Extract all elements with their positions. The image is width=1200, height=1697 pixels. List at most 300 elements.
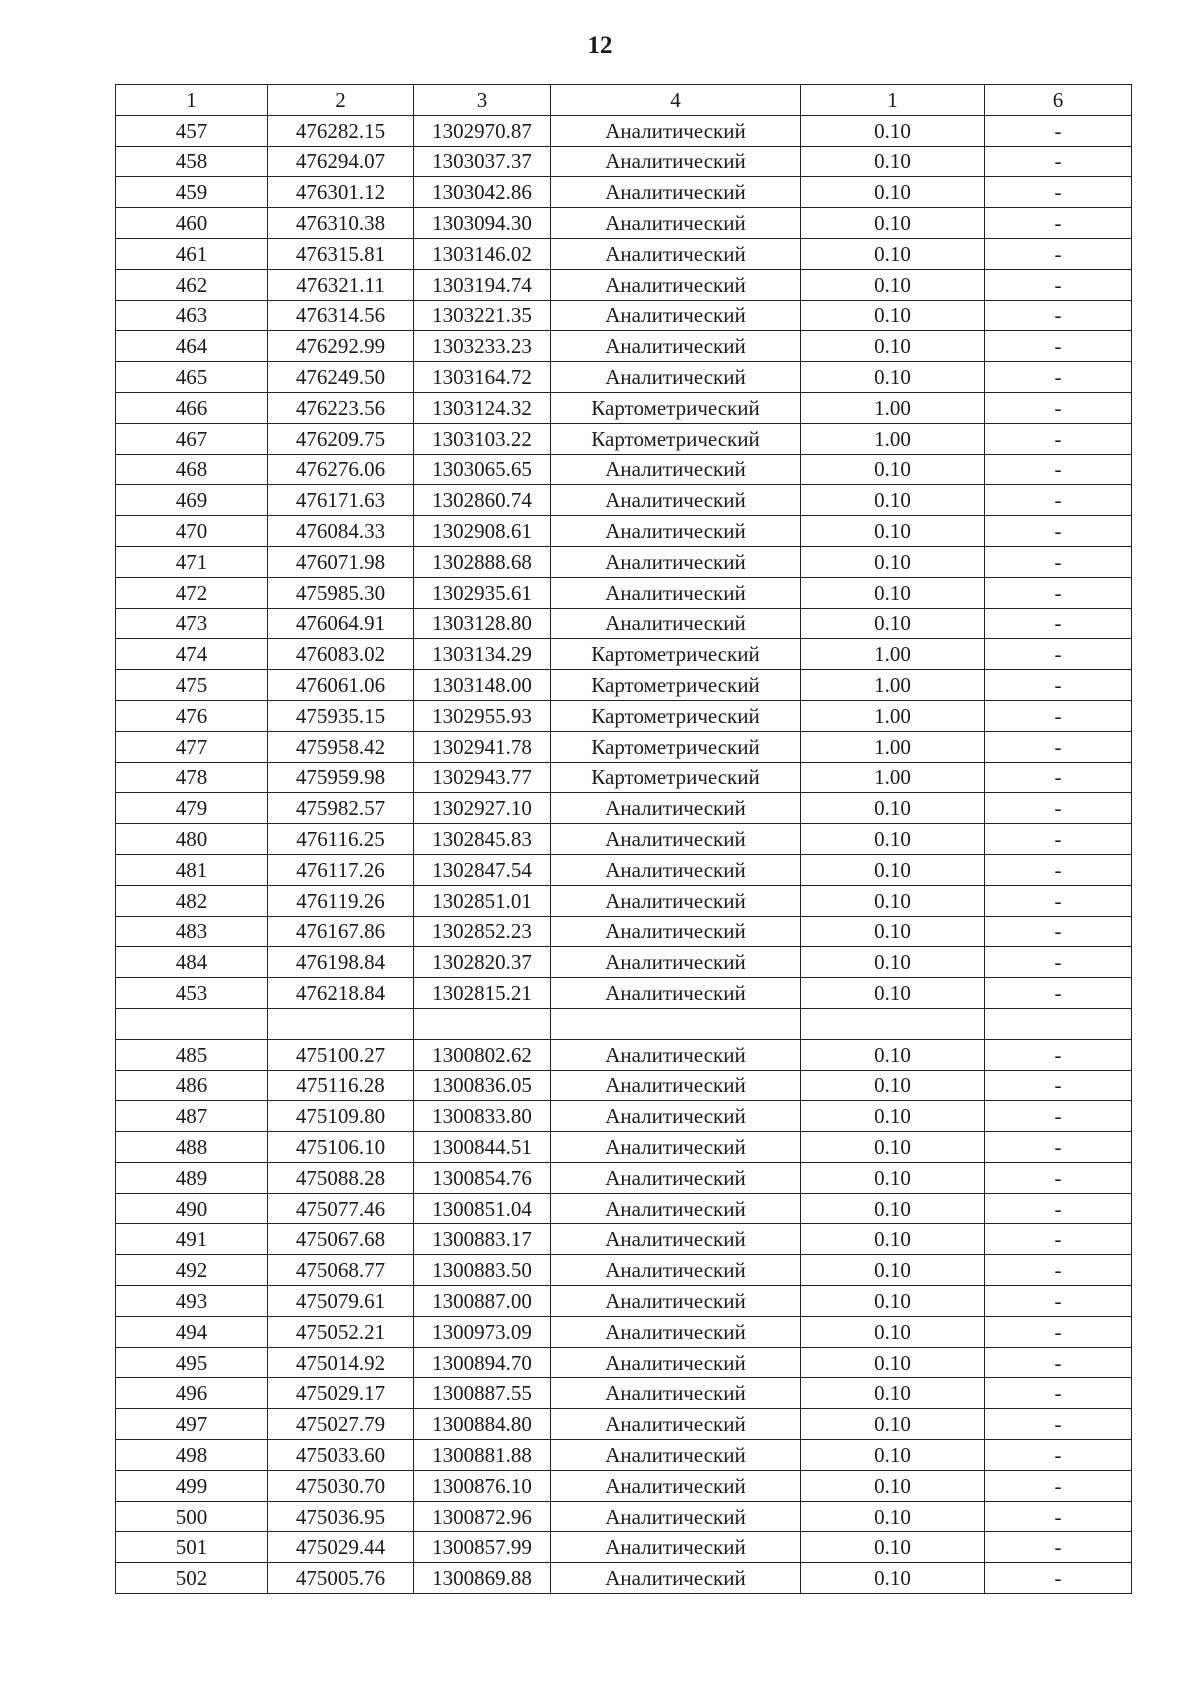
table-row	[116, 1286, 1132, 1317]
table-row	[116, 546, 1132, 577]
method-cell: Аналитический	[551, 1101, 801, 1132]
point-number-cell: 475	[116, 670, 268, 701]
x-coordinate-cell: 475079.61	[268, 1286, 414, 1317]
accuracy-cell: 0.10	[801, 1563, 985, 1594]
point-number-cell: 502	[116, 1563, 268, 1594]
x-coordinate-cell: 476084.33	[268, 516, 414, 547]
y-coordinate-cell: 1300883.17	[414, 1224, 551, 1255]
y-coordinate-cell: 1300894.70	[414, 1347, 551, 1378]
method-cell: Картометрический	[551, 639, 801, 670]
note-cell: -	[985, 885, 1132, 916]
point-number-cell: 473	[116, 608, 268, 639]
y-coordinate-cell	[414, 1008, 551, 1039]
accuracy-cell: 0.10	[801, 1316, 985, 1347]
y-coordinate-cell: 1300881.88	[414, 1440, 551, 1471]
note-cell: -	[985, 1101, 1132, 1132]
accuracy-cell: 0.10	[801, 1039, 985, 1070]
y-coordinate-cell: 1300869.88	[414, 1563, 551, 1594]
point-number-cell: 501	[116, 1532, 268, 1563]
accuracy-cell: 0.10	[801, 1440, 985, 1471]
x-coordinate-cell: 475959.98	[268, 762, 414, 793]
y-coordinate-cell: 1303164.72	[414, 362, 551, 393]
accuracy-cell: 0.10	[801, 608, 985, 639]
x-coordinate-cell: 475068.77	[268, 1255, 414, 1286]
y-coordinate-cell: 1300884.80	[414, 1409, 551, 1440]
y-coordinate-cell: 1303233.23	[414, 331, 551, 362]
note-cell: -	[985, 1440, 1132, 1471]
accuracy-cell: 0.10	[801, 485, 985, 516]
accuracy-cell: 1.00	[801, 670, 985, 701]
point-number-cell: 468	[116, 454, 268, 485]
note-cell: -	[985, 1563, 1132, 1594]
method-cell: Аналитический	[551, 238, 801, 269]
table-row	[116, 177, 1132, 208]
x-coordinate-cell: 476119.26	[268, 885, 414, 916]
point-number-cell: 463	[116, 300, 268, 331]
x-coordinate-cell: 475077.46	[268, 1193, 414, 1224]
note-cell: -	[985, 1193, 1132, 1224]
point-number-cell: 485	[116, 1039, 268, 1070]
point-number-cell: 478	[116, 762, 268, 793]
point-number-cell: 458	[116, 146, 268, 177]
y-coordinate-cell: 1300876.10	[414, 1470, 551, 1501]
point-number-cell: 484	[116, 947, 268, 978]
table-row	[116, 854, 1132, 885]
method-cell: Картометрический	[551, 670, 801, 701]
accuracy-cell: 0.10	[801, 1132, 985, 1163]
method-cell: Аналитический	[551, 824, 801, 855]
table-row	[116, 1255, 1132, 1286]
point-number-cell: 472	[116, 577, 268, 608]
y-coordinate-cell: 1303094.30	[414, 208, 551, 239]
table-row	[116, 1532, 1132, 1563]
method-cell: Аналитический	[551, 146, 801, 177]
method-cell: Аналитический	[551, 854, 801, 885]
table-row	[116, 762, 1132, 793]
x-coordinate-cell: 476116.25	[268, 824, 414, 855]
y-coordinate-cell: 1300973.09	[414, 1316, 551, 1347]
method-cell: Аналитический	[551, 885, 801, 916]
accuracy-cell: 0.10	[801, 1193, 985, 1224]
y-coordinate-cell: 1300887.00	[414, 1286, 551, 1317]
x-coordinate-cell: 476198.84	[268, 947, 414, 978]
accuracy-cell: 0.10	[801, 1162, 985, 1193]
table-row	[116, 824, 1132, 855]
table-row	[116, 1440, 1132, 1471]
method-cell: Аналитический	[551, 485, 801, 516]
point-number-cell: 486	[116, 1070, 268, 1101]
accuracy-cell: 0.10	[801, 1501, 985, 1532]
table-row	[116, 516, 1132, 547]
accuracy-cell: 0.10	[801, 885, 985, 916]
table-row	[116, 1008, 1132, 1039]
y-coordinate-cell: 1302815.21	[414, 978, 551, 1009]
point-number-cell: 491	[116, 1224, 268, 1255]
y-coordinate-cell: 1302888.68	[414, 546, 551, 577]
note-cell: -	[985, 762, 1132, 793]
note-cell: -	[985, 1162, 1132, 1193]
note-cell: -	[985, 454, 1132, 485]
accuracy-cell: 0.10	[801, 1470, 985, 1501]
table-row	[116, 916, 1132, 947]
x-coordinate-cell: 475014.92	[268, 1347, 414, 1378]
y-coordinate-cell: 1303134.29	[414, 639, 551, 670]
note-cell: -	[985, 1039, 1132, 1070]
method-cell: Аналитический	[551, 1501, 801, 1532]
y-coordinate-cell: 1302935.61	[414, 577, 551, 608]
y-coordinate-cell: 1300833.80	[414, 1101, 551, 1132]
table-row	[116, 1193, 1132, 1224]
accuracy-cell: 1.00	[801, 423, 985, 454]
y-coordinate-cell: 1302851.01	[414, 885, 551, 916]
point-number-cell: 487	[116, 1101, 268, 1132]
accuracy-cell: 0.10	[801, 1070, 985, 1101]
method-cell: Аналитический	[551, 978, 801, 1009]
point-number-cell: 500	[116, 1501, 268, 1532]
x-coordinate-cell: 476064.91	[268, 608, 414, 639]
table-row	[116, 1070, 1132, 1101]
x-coordinate-cell: 476315.81	[268, 238, 414, 269]
table-row	[116, 700, 1132, 731]
point-number-cell: 464	[116, 331, 268, 362]
note-cell: -	[985, 916, 1132, 947]
table-row	[116, 1347, 1132, 1378]
method-cell: Картометрический	[551, 423, 801, 454]
accuracy-cell: 0.10	[801, 331, 985, 362]
table-row	[116, 362, 1132, 393]
note-cell: -	[985, 238, 1132, 269]
x-coordinate-cell: 475982.57	[268, 793, 414, 824]
accuracy-cell: 0.10	[801, 177, 985, 208]
x-coordinate-cell: 475029.44	[268, 1532, 414, 1563]
x-coordinate-cell: 476294.07	[268, 146, 414, 177]
method-cell: Аналитический	[551, 1470, 801, 1501]
coordinates-table	[115, 84, 1132, 1594]
table-row	[116, 1378, 1132, 1409]
point-number-cell: 469	[116, 485, 268, 516]
table-row	[116, 670, 1132, 701]
y-coordinate-cell: 1302941.78	[414, 731, 551, 762]
point-number-cell: 496	[116, 1378, 268, 1409]
point-number-cell: 457	[116, 115, 268, 146]
point-number-cell: 476	[116, 700, 268, 731]
x-coordinate-cell: 475067.68	[268, 1224, 414, 1255]
method-cell: Аналитический	[551, 1193, 801, 1224]
x-coordinate-cell: 476171.63	[268, 485, 414, 516]
note-cell: -	[985, 1501, 1132, 1532]
table-row	[116, 885, 1132, 916]
x-coordinate-cell: 476292.99	[268, 331, 414, 362]
table-header-row	[116, 85, 1132, 116]
note-cell: -	[985, 731, 1132, 762]
note-cell: -	[985, 146, 1132, 177]
note-cell: -	[985, 423, 1132, 454]
point-number-cell: 465	[116, 362, 268, 393]
point-number-cell: 453	[116, 978, 268, 1009]
method-cell: Аналитический	[551, 516, 801, 547]
accuracy-cell: 0.10	[801, 824, 985, 855]
accuracy-cell: 0.10	[801, 577, 985, 608]
x-coordinate-cell: 476083.02	[268, 639, 414, 670]
table-row	[116, 1039, 1132, 1070]
note-cell: -	[985, 1132, 1132, 1163]
x-coordinate-cell: 476314.56	[268, 300, 414, 331]
y-coordinate-cell: 1300844.51	[414, 1132, 551, 1163]
table-row	[116, 1224, 1132, 1255]
x-coordinate-cell: 475030.70	[268, 1470, 414, 1501]
note-cell: -	[985, 1409, 1132, 1440]
point-number-cell: 459	[116, 177, 268, 208]
y-coordinate-cell: 1302970.87	[414, 115, 551, 146]
table-row	[116, 392, 1132, 423]
x-coordinate-cell: 476117.26	[268, 854, 414, 885]
note-cell: -	[985, 1316, 1132, 1347]
x-coordinate-cell: 475100.27	[268, 1039, 414, 1070]
table-row	[116, 146, 1132, 177]
method-cell: Аналитический	[551, 546, 801, 577]
method-cell: Аналитический	[551, 1532, 801, 1563]
y-coordinate-cell: 1300802.62	[414, 1039, 551, 1070]
y-coordinate-cell: 1302820.37	[414, 947, 551, 978]
note-cell: -	[985, 115, 1132, 146]
y-coordinate-cell: 1300872.96	[414, 1501, 551, 1532]
point-number-cell: 467	[116, 423, 268, 454]
y-coordinate-cell: 1303128.80	[414, 608, 551, 639]
note-cell: -	[985, 1286, 1132, 1317]
y-coordinate-cell: 1302908.61	[414, 516, 551, 547]
accuracy-cell: 0.10	[801, 516, 985, 547]
table-row	[116, 269, 1132, 300]
table-row	[116, 608, 1132, 639]
accuracy-cell: 1.00	[801, 731, 985, 762]
table-row	[116, 423, 1132, 454]
x-coordinate-cell: 476061.06	[268, 670, 414, 701]
accuracy-cell	[801, 1008, 985, 1039]
point-number-cell: 480	[116, 824, 268, 855]
note-cell: -	[985, 639, 1132, 670]
table-row	[116, 485, 1132, 516]
method-cell: Картометрический	[551, 392, 801, 423]
y-coordinate-cell: 1302943.77	[414, 762, 551, 793]
accuracy-cell: 0.10	[801, 1101, 985, 1132]
note-cell: -	[985, 362, 1132, 393]
x-coordinate-cell: 475036.95	[268, 1501, 414, 1532]
header-cell-col4: 4	[551, 85, 801, 116]
method-cell: Аналитический	[551, 1563, 801, 1594]
accuracy-cell: 0.10	[801, 362, 985, 393]
method-cell: Аналитический	[551, 1409, 801, 1440]
point-number-cell	[116, 1008, 268, 1039]
x-coordinate-cell: 475985.30	[268, 577, 414, 608]
note-cell: -	[985, 670, 1132, 701]
point-number-cell: 461	[116, 238, 268, 269]
header-cell-col5: 1	[801, 85, 985, 116]
method-cell: Аналитический	[551, 1162, 801, 1193]
method-cell: Аналитический	[551, 454, 801, 485]
note-cell: -	[985, 947, 1132, 978]
note-cell: -	[985, 854, 1132, 885]
method-cell: Аналитический	[551, 947, 801, 978]
table-row	[116, 331, 1132, 362]
point-number-cell: 489	[116, 1162, 268, 1193]
method-cell: Аналитический	[551, 300, 801, 331]
note-cell: -	[985, 1224, 1132, 1255]
note-cell: -	[985, 516, 1132, 547]
point-number-cell: 477	[116, 731, 268, 762]
note-cell: -	[985, 331, 1132, 362]
note-cell: -	[985, 546, 1132, 577]
note-cell: -	[985, 269, 1132, 300]
method-cell: Аналитический	[551, 269, 801, 300]
method-cell: Аналитический	[551, 331, 801, 362]
y-coordinate-cell: 1302860.74	[414, 485, 551, 516]
method-cell: Аналитический	[551, 115, 801, 146]
method-cell: Аналитический	[551, 1070, 801, 1101]
point-number-cell: 488	[116, 1132, 268, 1163]
x-coordinate-cell: 476249.50	[268, 362, 414, 393]
y-coordinate-cell: 1300851.04	[414, 1193, 551, 1224]
accuracy-cell: 0.10	[801, 854, 985, 885]
method-cell: Аналитический	[551, 1378, 801, 1409]
y-coordinate-cell: 1300836.05	[414, 1070, 551, 1101]
y-coordinate-cell: 1303221.35	[414, 300, 551, 331]
method-cell: Аналитический	[551, 577, 801, 608]
method-cell: Аналитический	[551, 916, 801, 947]
method-cell: Аналитический	[551, 1255, 801, 1286]
note-cell: -	[985, 608, 1132, 639]
y-coordinate-cell: 1303124.32	[414, 392, 551, 423]
method-cell: Аналитический	[551, 1440, 801, 1471]
accuracy-cell: 0.10	[801, 1409, 985, 1440]
y-coordinate-cell: 1300887.55	[414, 1378, 551, 1409]
method-cell: Аналитический	[551, 1316, 801, 1347]
y-coordinate-cell: 1302847.54	[414, 854, 551, 885]
y-coordinate-cell: 1303103.22	[414, 423, 551, 454]
method-cell: Аналитический	[551, 362, 801, 393]
header-cell-col1: 1	[116, 85, 268, 116]
header-cell-col6: 6	[985, 85, 1132, 116]
method-cell: Аналитический	[551, 1347, 801, 1378]
x-coordinate-cell: 475027.79	[268, 1409, 414, 1440]
note-cell: -	[985, 1070, 1132, 1101]
x-coordinate-cell: 476071.98	[268, 546, 414, 577]
y-coordinate-cell: 1302927.10	[414, 793, 551, 824]
note-cell: -	[985, 208, 1132, 239]
point-number-cell: 492	[116, 1255, 268, 1286]
point-number-cell: 498	[116, 1440, 268, 1471]
method-cell: Аналитический	[551, 1224, 801, 1255]
accuracy-cell: 0.10	[801, 1347, 985, 1378]
x-coordinate-cell: 476218.84	[268, 978, 414, 1009]
note-cell	[985, 1008, 1132, 1039]
accuracy-cell: 0.10	[801, 1255, 985, 1286]
point-number-cell: 482	[116, 885, 268, 916]
x-coordinate-cell: 475005.76	[268, 1563, 414, 1594]
note-cell: -	[985, 1532, 1132, 1563]
method-cell: Аналитический	[551, 1039, 801, 1070]
y-coordinate-cell: 1300854.76	[414, 1162, 551, 1193]
accuracy-cell: 0.10	[801, 1378, 985, 1409]
accuracy-cell: 0.10	[801, 454, 985, 485]
note-cell: -	[985, 824, 1132, 855]
x-coordinate-cell: 475958.42	[268, 731, 414, 762]
point-number-cell: 490	[116, 1193, 268, 1224]
accuracy-cell: 1.00	[801, 639, 985, 670]
y-coordinate-cell: 1300883.50	[414, 1255, 551, 1286]
accuracy-cell: 0.10	[801, 269, 985, 300]
table-row	[116, 1409, 1132, 1440]
y-coordinate-cell: 1302845.83	[414, 824, 551, 855]
note-cell: -	[985, 793, 1132, 824]
method-cell: Аналитический	[551, 608, 801, 639]
note-cell: -	[985, 1378, 1132, 1409]
accuracy-cell: 0.10	[801, 1532, 985, 1563]
y-coordinate-cell: 1303042.86	[414, 177, 551, 208]
header-cell-col2: 2	[268, 85, 414, 116]
method-cell: Аналитический	[551, 793, 801, 824]
table-row	[116, 947, 1132, 978]
accuracy-cell: 0.10	[801, 1224, 985, 1255]
x-coordinate-cell: 475935.15	[268, 700, 414, 731]
point-number-cell: 493	[116, 1286, 268, 1317]
x-coordinate-cell: 475029.17	[268, 1378, 414, 1409]
table-row	[116, 1501, 1132, 1532]
point-number-cell: 474	[116, 639, 268, 670]
table-row	[116, 577, 1132, 608]
page-number: 12	[587, 32, 613, 59]
x-coordinate-cell: 476209.75	[268, 423, 414, 454]
table-row	[116, 1563, 1132, 1594]
x-coordinate-cell: 476282.15	[268, 115, 414, 146]
table-row	[116, 793, 1132, 824]
y-coordinate-cell: 1303148.00	[414, 670, 551, 701]
x-coordinate-cell: 475106.10	[268, 1132, 414, 1163]
method-cell: Аналитический	[551, 208, 801, 239]
note-cell: -	[985, 1470, 1132, 1501]
table-row	[116, 731, 1132, 762]
x-coordinate-cell: 475116.28	[268, 1070, 414, 1101]
x-coordinate-cell: 476276.06	[268, 454, 414, 485]
y-coordinate-cell: 1300857.99	[414, 1532, 551, 1563]
method-cell: Аналитический	[551, 1286, 801, 1317]
x-coordinate-cell: 475109.80	[268, 1101, 414, 1132]
table-row	[116, 208, 1132, 239]
note-cell: -	[985, 1255, 1132, 1286]
accuracy-cell: 0.10	[801, 947, 985, 978]
point-number-cell: 462	[116, 269, 268, 300]
x-coordinate-cell: 476310.38	[268, 208, 414, 239]
accuracy-cell: 1.00	[801, 762, 985, 793]
point-number-cell: 471	[116, 546, 268, 577]
accuracy-cell: 0.10	[801, 238, 985, 269]
accuracy-cell: 0.10	[801, 146, 985, 177]
accuracy-cell: 0.10	[801, 300, 985, 331]
x-coordinate-cell: 475088.28	[268, 1162, 414, 1193]
accuracy-cell: 0.10	[801, 793, 985, 824]
note-cell: -	[985, 485, 1132, 516]
table-row	[116, 1101, 1132, 1132]
note-cell: -	[985, 577, 1132, 608]
method-cell: Картометрический	[551, 700, 801, 731]
accuracy-cell: 1.00	[801, 392, 985, 423]
method-cell: Картометрический	[551, 762, 801, 793]
point-number-cell: 494	[116, 1316, 268, 1347]
note-cell: -	[985, 700, 1132, 731]
note-cell: -	[985, 177, 1132, 208]
accuracy-cell: 0.10	[801, 978, 985, 1009]
accuracy-cell: 0.10	[801, 115, 985, 146]
point-number-cell: 481	[116, 854, 268, 885]
